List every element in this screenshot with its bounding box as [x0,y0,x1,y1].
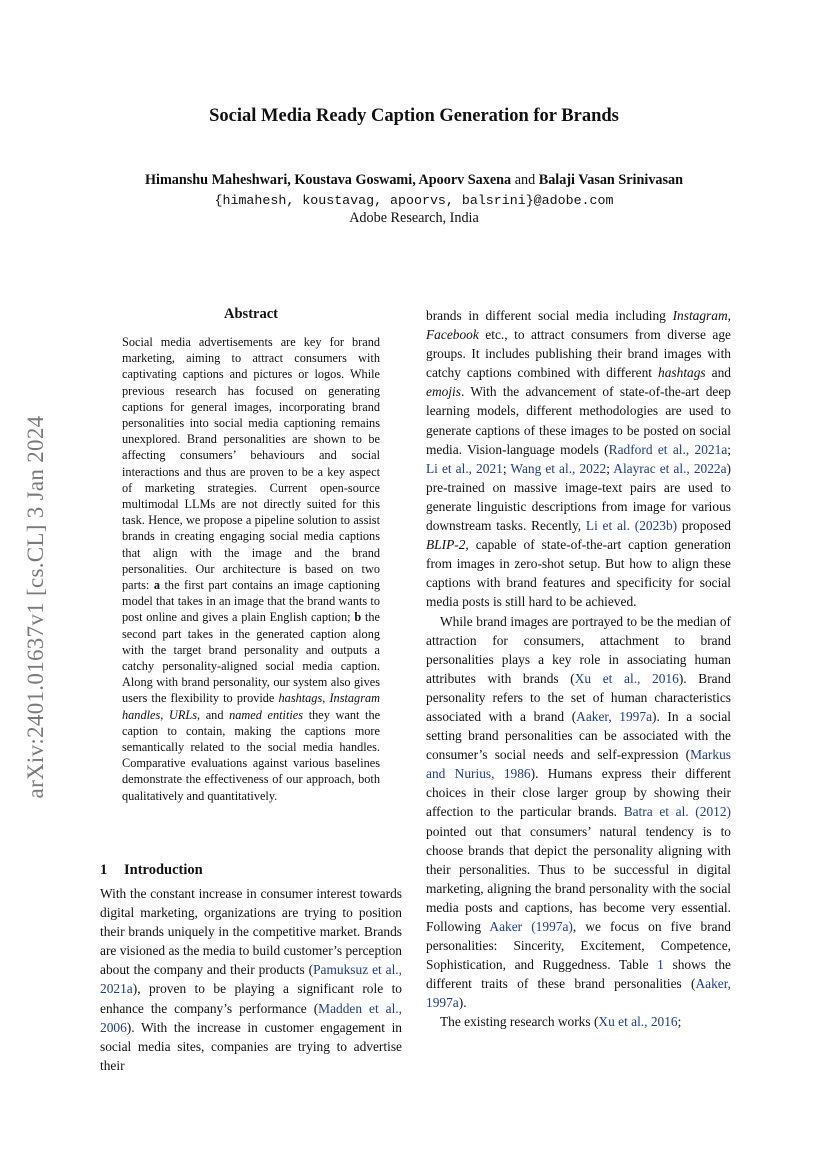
right-paragraph-2 [426,612,731,1013]
author-emails: {himahesh, koustavag, apoorvs, balsrini}@adobe.com [214,193,614,208]
body-text: With the constant increase in consumer interest towards digital marketing, organizations are trying to position their brands uniquely in the competitive market. Brands are visioned as the media to build customer’s perception about the company and their products ( [100,886,402,978]
citation-link[interactable]: Batra et al. (2012) [623,804,731,820]
citation-link[interactable]: Wang et al., 2022 [510,460,607,476]
abstract-emphasis: named entities [229,707,304,722]
body-text: While brand images are portrayed to be the median of attraction for consumers, attachment to brand personalities plays a key role in associating human attributes with brands ( [426,613,731,686]
abstract-text: the first part contains an image captioning model that takes in an image that the brand wants to post online and gives a plain English caption; [122,578,381,625]
author-list [0,172,828,189]
author-affiliation: Adobe Research, India [349,210,479,226]
right-paragraph-3 [426,1012,731,1031]
body-text: proposed [681,518,731,534]
emphasis: Instagram [672,308,728,323]
body-text: , [727,308,731,323]
body-text: ) pre-trained on massive image-text pairs are used to generate linguistic descriptions from image for various downstream tasks. Recently, [426,460,732,534]
citation-link[interactable]: Alayrac et al., 2022a [613,460,727,476]
citation-link[interactable]: Li et al. (2023b) [585,518,678,534]
citation-link[interactable]: Aaker, 1997a [576,708,653,724]
body-text: , capable of state-of-the-art caption generation from images in zero-shot setup. But how to align these captions with brand features and specificity for social media posts is still hard to be achieved. [426,537,731,610]
citation-link[interactable]: Xu et al., 2016 [574,670,679,686]
emphasis: Facebook [426,327,479,343]
citation-link[interactable]: Madden et al., 2006 [100,1000,402,1035]
abstract-text: , [322,691,326,706]
body-text: ). Humans express their different choices in their close larger group by showing their affection to the particular brands. [426,766,731,820]
citation-link[interactable]: Pamuksuz et al., 2021a [100,962,402,997]
authors-group-2: Balaji Vasan Srinivasan [538,172,684,188]
introduction-body [100,884,402,1075]
section-title: Introduction [124,862,203,878]
body-text: ; [502,460,507,476]
emphasis: emojis [426,384,461,400]
section-number: 1 [100,862,108,878]
abstract-paragraph [122,334,380,804]
body-text: ). [458,995,467,1011]
abstract-marker-b: b [354,610,362,625]
citation-link[interactable]: Li et al., 2021 [426,460,503,476]
abstract-text: Social media advertisements are key for brand marketing, aiming to attract consumers with captivating captions and pictures or logos. While previous research has focused on generating captions for general images, incorporating brand personalities into social media captioning remains unexplored. Brand personalities are shown to be affecting consumers’ behaviours and social interactions and thus are proven to be a key aspect of marketing strategies. Current open-source multimodal LLMs are not directly suited for this task. Hence, we propose a pipeline solution to assist brands in creating engaging social media captions that align with the image and the brand personalities. Our architecture is based on two parts: [122,335,380,593]
body-text: . With the advancement of state-of-the-art deep learning models, different methodologies are used to generate captions of these images to be posted on social media. Vision-language models ( [426,384,731,457]
arxiv-sidebar [4,372,68,842]
citation-link[interactable]: Aaker (1997a) [489,919,573,934]
body-text: ). In a social setting brand personalities can be associated with the consumer’s social needs and self-expression ( [426,708,731,763]
abstract-emphasis: Instagram handles [122,691,381,722]
emphasis: hashtags [658,365,706,381]
body-text: ). With the increase in customer engagement in social media sites, companies are trying to advertise their [100,1019,402,1073]
body-text: ; [677,1014,682,1030]
abstract-text: , [160,707,164,722]
body-text: shows the different traits of these brand personalities ( [426,957,731,992]
abstract-heading: Abstract [224,306,278,322]
citation-link[interactable]: Markus and Nurius, 1986 [426,747,731,782]
abstract-emphasis: URLs [168,707,198,722]
authors-group-1: Himanshu Maheshwari, Koustava Goswami, Apoorv Saxena [144,172,512,188]
body-text: ), proven to be playing a significant role to enhance the company’s performance ( [100,981,402,1016]
right-column [426,306,731,1032]
body-text: pointed out that consumers’ natural tendency is to choose brands that depict the personality aligning with their personalities. Thus to be successful in digital marketing, aligning the brand personality with the social media posts and captions, has become very essential. Following [426,823,731,934]
abstract-marker-a: a [153,578,160,593]
body-text: ; [727,441,731,457]
emphasis: BLIP-2 [426,537,466,553]
body-text: and [711,365,731,381]
authors-and: and [514,172,536,188]
body-text: The existing research works ( [440,1014,599,1030]
abstract-emphasis: hashtags [278,691,323,706]
body-text: ; [606,460,610,476]
citation-link[interactable]: Aaker, 1997a [426,976,731,1011]
abstract-body [122,334,380,804]
abstract-text: the second part takes in the generated caption along with the target brand personality and outputs a catchy personality-aligned social media caption. Along with brand personality, our system also gives users the flexibility to provide [122,610,381,706]
arxiv-identifier: arXiv:2401.01637v1 [cs.CL] 3 Jan 2024 [23,415,48,799]
body-text: ). Brand personality refers to the set of human characteristics associated with a brand ( [426,670,731,724]
paper-title: Social Media Ready Caption Generation for Brands [209,106,619,126]
citation-link[interactable]: Xu et al., 2016 [598,1014,678,1030]
table-reference-link[interactable]: 1 [657,957,664,973]
intro-paragraph [100,884,402,1075]
abstract-text: they want the caption to contain, making the captions more semantically related to the social media handles. Comparative evaluations against various baselines demonstrate the effectiveness of our approach, both qualitatively and quantitatively. [122,707,381,803]
section-heading-introduction [100,862,203,879]
citation-link[interactable]: Radford et al., 2021a [608,441,728,457]
right-paragraph-1 [426,306,731,612]
body-text: etc., to attract consumers from diverse age groups. It includes publishing their brand images with catchy captions combined with different [426,327,731,381]
body-text: brands in different social media including [426,308,666,323]
abstract-text: , and [197,707,224,722]
body-text: , we focus on five brand personalities: Sincerity, Excitement, Competence, Sophistication, and Ruggedness. Table [426,919,732,973]
